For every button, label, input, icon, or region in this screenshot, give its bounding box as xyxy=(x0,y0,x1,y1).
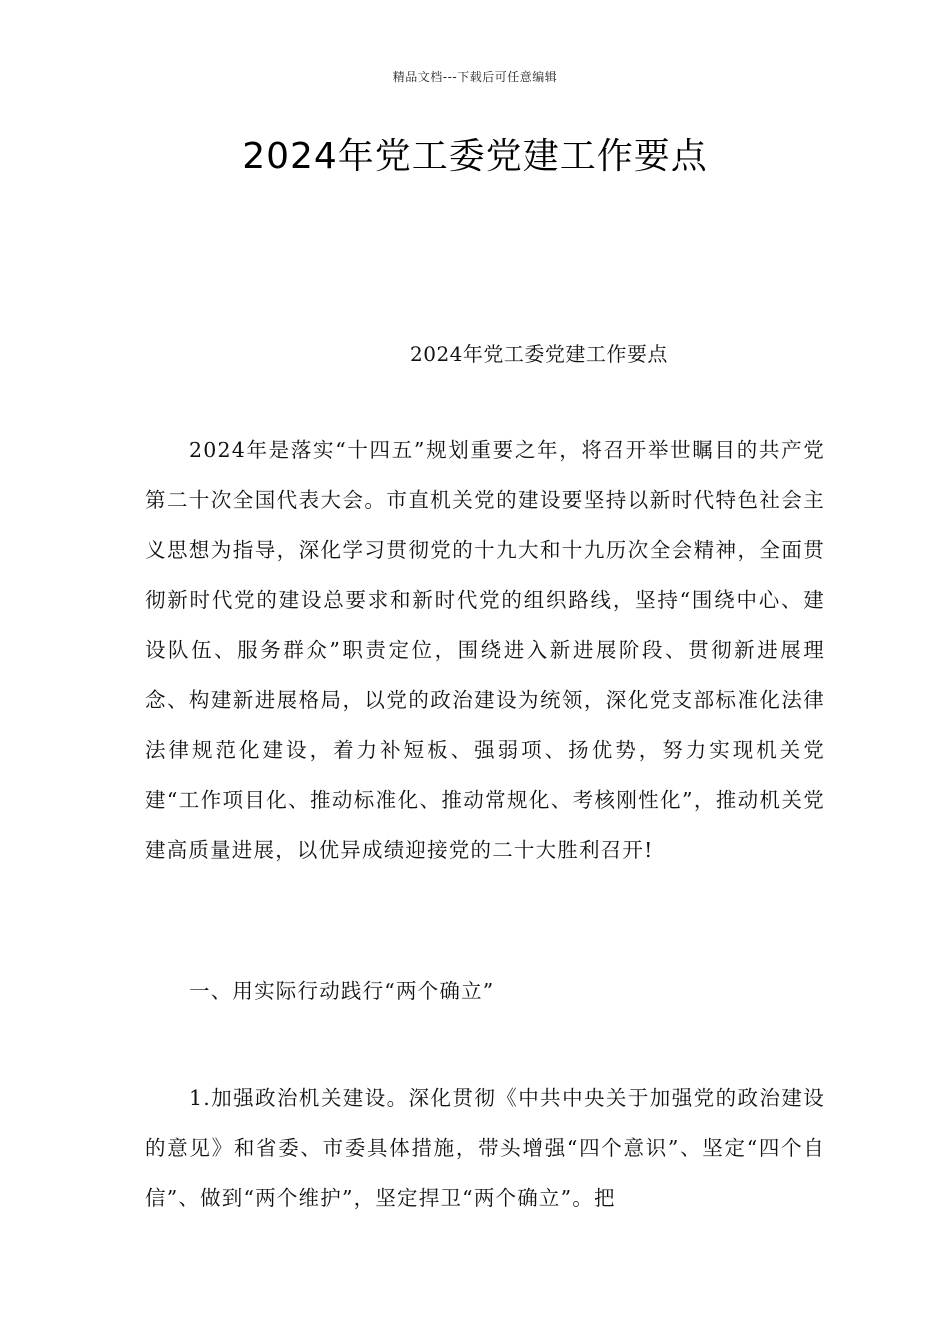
section-heading: 一、用实际行动践行“两个确立” xyxy=(189,979,495,1003)
sub-title: 2024年党工委党建工作要点 xyxy=(410,342,668,366)
paragraph-1: 1.加强政治机关建设。深化贯彻《中共中央关于加强党的政治建设的意见》和省委、市委具体措施，带头增强“四个意识”、坚定“四个自信”、做到“两个维护”，坚定捍卫“两个确立”。把 xyxy=(145,1086,825,1210)
intro-paragraph: 2024年是落实“十四五”规划重要之年，将召开举世瞩目的共产党第二十次全国代表大会。市直机关党的建设要坚持以新时代特色社会主义思想为指导，深化学习贯彻党的十九大和十九历次全会精神，全面贯彻新时代党的建设总要求和新时代党的组织路线，坚持“围绕中心、建设队伍、服务群众”职责定位，围绕进入新进展阶段、贯彻新进展理念、构建新进展格局，以党的政治建设为统领，深化党支部标准化法律法律规范化建设，着力补短板、强弱项、扬优势，努力实现机关党建“工作项目化、推动标准化、推动常规化、考核刚性化”，推动机关党建高质量进展，以优异成绩迎接党的二十大胜利召开! xyxy=(145,438,825,862)
header-note: 精品文档---下载后可任意编辑 xyxy=(392,70,558,84)
main-title: 2024年党工委党建工作要点 xyxy=(242,136,708,177)
